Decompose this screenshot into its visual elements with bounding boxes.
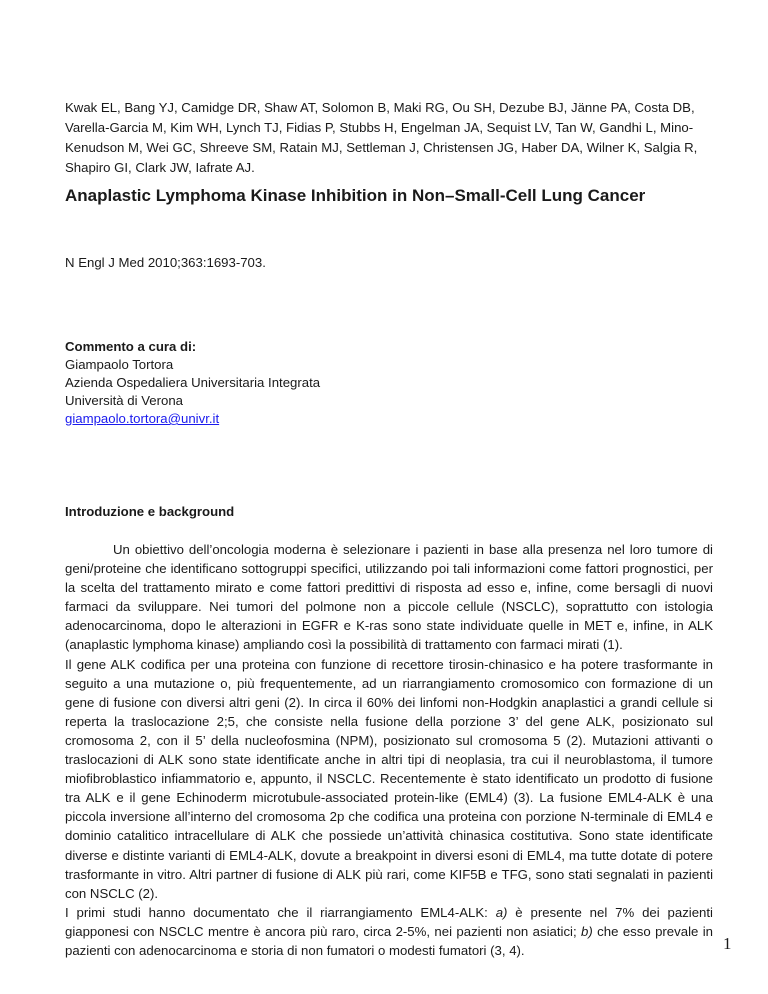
page-number: 1 <box>723 934 732 953</box>
journal-citation: N Engl J Med 2010;363:1693-703. <box>65 255 266 270</box>
paragraph-early-studies <box>65 903 713 960</box>
email-link[interactable]: giampaolo.tortora@univr.it <box>65 411 220 426</box>
comment-author-block <box>65 338 320 428</box>
item-a-text: è presente nel 7% dei pazienti giapponesi con NSCLC mentre è ancora più raro, circa 2-5%, nei pazienti non asiatici; <box>65 904 713 939</box>
article-title: Anaplastic Lymphoma Kinase Inhibition in Non–Small-Cell Lung Cancer <box>65 186 646 205</box>
paragraph-intro: Un obiettivo dell’oncologia moderna è selezionare i pazienti in base alla presenza nel loro tumore di geni/proteine che identificano sottogruppi specifici, utilizzando poi tali informazioni come fattori prognostici, per la scelta del trattamento mirato e come fattori predittivi di risposta ad esso e, infine, come bersagli di nuovi farmaci da sviluppare. Nei tumori del polmone non a piccole cellule (NSCLC), soprattutto con istologia adenocarcinoma, dopo le alterazioni in EGFR e K-ras sono state individuate quelle in MET e, infine, in ALK (anaplastic lymphoma kinase) ampliando così la possibilità di trattamento con farmaci mirati (1). <box>65 542 713 653</box>
comment-label: Commento a cura di: <box>65 339 197 354</box>
item-b-text: che esso prevale in pazienti con adenocarcinoma e storia di non fumatori o modesti fumatori (3, 4). <box>65 923 713 958</box>
item-b-label: b) <box>581 923 593 939</box>
body-text <box>65 540 713 960</box>
item-a-label: a) <box>495 904 508 920</box>
comment-author-name: Giampaolo Tortora <box>65 357 174 372</box>
author-list: Kwak EL, Bang YJ, Camidge DR, Shaw AT, Solomon B, Maki RG, Ou SH, Dezube BJ, Jänne PA, Costa DB, Varella-Garcia M, Kim WH, Lynch TJ, Fidias P, Stubbs H, Engelman JA, Sequist LV, Tan W, Gandhi L, Mino-Kenudson M, Wei GC, Shreeve SM, Ratain MJ, Settleman J, Christensen JG, Haber DA, Wilner K, Salgia R, Shapiro GI, Clark JW, Iafrate AJ. <box>65 100 698 175</box>
paragraph-lead: I primi studi hanno documentato che il riarrangiamento EML4-ALK: <box>65 904 496 920</box>
comment-university: Università di Verona <box>65 393 184 408</box>
comment-institution: Azienda Ospedaliera Universitaria Integrata <box>65 375 321 390</box>
section-heading: Introduzione e background <box>65 504 235 519</box>
paragraph-alk-gene: Il gene ALK codifica per una proteina con funzione di recettore tirosin-chinasico e ha potere trasformante in seguito a una mutazione o, più frequentemente, ad un riarrangiamento cromosomico con formazione di un gene di fusione con diversi altri geni (2). In circa il 60% dei linfomi non-Hodgkin anaplastici a grandi cellule si reperta la traslocazione 2;5, che consiste nella fusione della porzione 3’ del gene ALK, posizionato sul cromosoma 2, con il 5’ della nucleofosmina (NPM), posizionato sul cromosoma 5 (2). Mutazioni attivanti o traslocazioni di ALK sono state identificate anche in altri tipi di neoplasia, tra cui il neuroblastoma, il tumore miofibroblastico infiammatorio e, appunto, il NSCLC. Recentemente è stato identificato un prodotto di fusione tra ALK e il gene Echinoderm microtubule-associated protein-like (EML4) (3). La fusione EML4-ALK è una piccola inversione all’interno del cromosoma 2p che codifica una proteina con porzione N-terminale di EML4 e dominio catalitico intracellulare di ALK che possiede un’attività chinasica costitutiva. Sono state identificate diverse e distinte varianti di EML4-ALK, dovute a breakpoint in diversi esoni di EML4, ma tutte dotate di potere trasformante in vitro. Altri partner di fusione di ALK più rari, come KIF5B e TFG, sono stati segnalati in pazienti con NSCLC (2). <box>65 656 713 901</box>
